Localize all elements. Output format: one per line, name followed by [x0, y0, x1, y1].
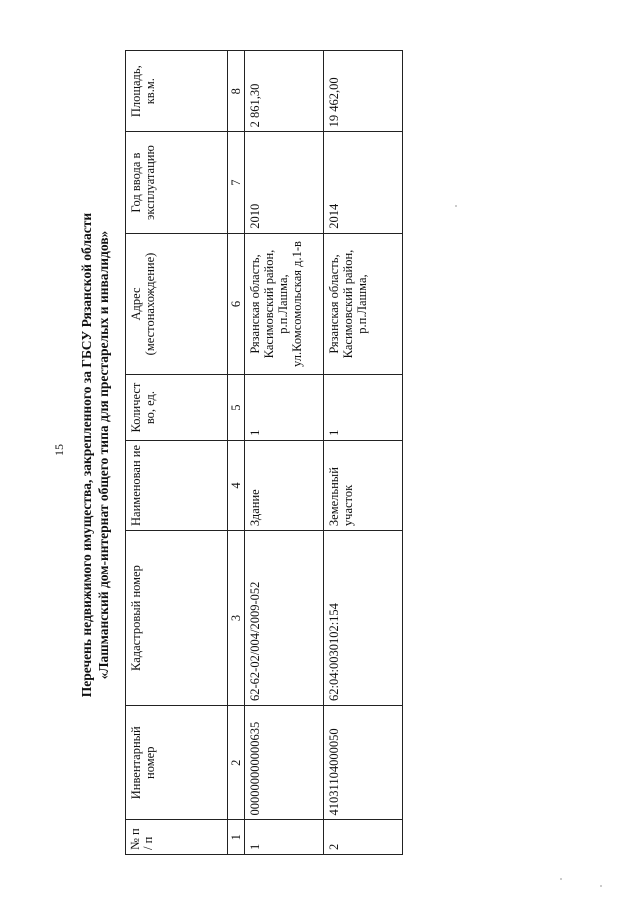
cell-area: 19 462,00: [324, 51, 403, 132]
cell-year: 2014: [324, 132, 403, 233]
property-table: [125, 50, 403, 855]
cell-inventory: 000000000000635: [245, 706, 324, 820]
cell-address: Рязанская область, Касимовский район, р.п.Лашма, ул.Комсомольская д.1-в: [245, 233, 324, 374]
cell-quantity: 1: [324, 375, 403, 441]
cell-area: 2 861,30: [245, 51, 324, 132]
cell-name: Здание: [245, 440, 324, 530]
title-line-2: «Лашманский дом-интернат общего типа для престарелых и инвалидов»: [96, 230, 111, 680]
scan-speck: [560, 878, 562, 880]
document-title: [78, 65, 112, 845]
scan-speck: [600, 885, 602, 887]
cell-quantity: 1: [245, 375, 324, 441]
title-line-1: Перечень недвижимого имущества, закрепленного за ГБСУ Рязанской области: [79, 212, 94, 698]
table-row: [324, 51, 403, 855]
column-number: 8: [228, 51, 245, 132]
cell-no: 2: [324, 820, 403, 855]
column-number: 6: [228, 233, 245, 374]
column-number: 1: [228, 820, 245, 855]
column-number: 5: [228, 375, 245, 441]
column-number-row: [228, 51, 245, 855]
column-number: 7: [228, 132, 245, 233]
cell-no: 1: [245, 820, 324, 855]
header-no: № п / п: [126, 820, 228, 855]
header-row: [126, 51, 228, 855]
page-number: 15: [52, 444, 66, 456]
header-inventory: Инвентарный номер: [126, 706, 228, 820]
column-number: 4: [228, 440, 245, 530]
header-area: Площадь, кв.м.: [126, 51, 228, 132]
cell-year: 2010: [245, 132, 324, 233]
column-number: 2: [228, 706, 245, 820]
header-cadastral: Кадастровый номер: [126, 531, 228, 706]
cell-cadastral: 62-62-02/004/2009-052: [245, 531, 324, 706]
header-year: Год ввода в эксплуатацию: [126, 132, 228, 233]
cell-cadastral: 62:04:0030102:154: [324, 531, 403, 706]
cell-address: Рязанская область, Касимовский район, р.п.Лашма,: [324, 233, 403, 374]
table-row: [245, 51, 324, 855]
cell-name: Земельный участок: [324, 440, 403, 530]
header-address: Адрес (местонахождение): [126, 233, 228, 374]
column-number: 3: [228, 531, 245, 706]
cell-inventory: 41031104000050: [324, 706, 403, 820]
scan-speck: [455, 205, 457, 207]
header-quantity: Количест во, ед.: [126, 375, 228, 441]
header-name: Наименован ие: [126, 440, 228, 530]
